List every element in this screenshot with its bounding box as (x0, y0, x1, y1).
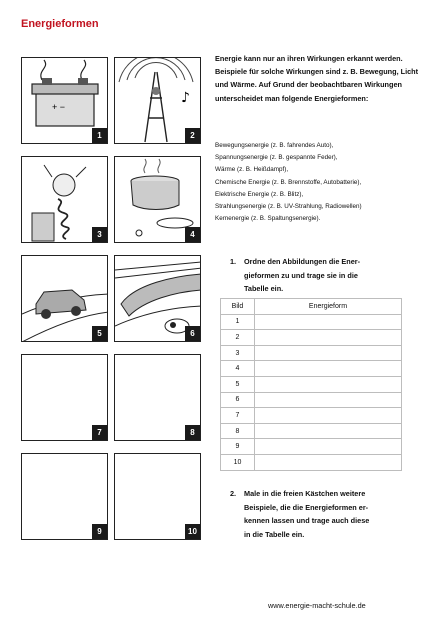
image-box-1 (21, 57, 108, 144)
table-row (221, 392, 402, 408)
svg-text:+ −: + − (52, 102, 66, 112)
table-row (221, 408, 402, 424)
image-box-6 (114, 255, 201, 342)
footer-url[interactable]: www.energie-macht-schule.de (268, 601, 366, 610)
row-number: 8 (221, 423, 255, 439)
task-line: Tabelle ein. (244, 284, 284, 294)
energy-form-item: Spannungsenergie (z. B. gespannte Feder), (215, 154, 338, 162)
answer-cell[interactable] (255, 439, 402, 455)
row-number: 10 (221, 454, 255, 470)
energy-form-item: Kernenergie (z. B. Spaltungsenergie). (215, 215, 321, 223)
table-row (221, 423, 402, 439)
energy-form-item: Elektrische Energie (z. B. Blitz), (215, 190, 304, 198)
task-line: gieformen zu und trage sie in die (244, 270, 358, 280)
row-number: 3 (221, 345, 255, 361)
table-row (221, 376, 402, 392)
row-number: 2 (221, 330, 255, 346)
task-1 (230, 255, 420, 300)
row-number: 7 (221, 408, 255, 424)
task-text (244, 255, 360, 296)
image-number: 8 (185, 425, 200, 440)
table-row (221, 439, 402, 455)
image-number: 7 (92, 425, 107, 440)
energy-form-item: Strahlungsenergie (z. B. UV-Strahlung, Radiowellen) (215, 203, 362, 211)
svg-text:♪: ♪ (181, 90, 190, 106)
answer-cell[interactable] (255, 330, 402, 346)
answer-cell[interactable] (255, 376, 402, 392)
task-line: in die Tabelle ein. (244, 529, 305, 539)
answer-table (220, 298, 402, 471)
column-header-energieform: Energieform (255, 299, 402, 315)
image-number: 1 (92, 128, 107, 143)
answer-cell[interactable] (255, 314, 402, 330)
task-number: 1. (230, 257, 237, 266)
answer-cell[interactable] (255, 454, 402, 470)
image-box-7 (21, 354, 108, 441)
row-number: 5 (221, 376, 255, 392)
table-row (221, 314, 402, 330)
row-number: 4 (221, 361, 255, 377)
image-number: 2 (185, 128, 200, 143)
table-row (221, 454, 402, 470)
task-text (244, 487, 369, 541)
task-2 (230, 487, 420, 545)
image-box-9 (21, 453, 108, 540)
answer-cell[interactable] (255, 345, 402, 361)
energy-form-item: Bewegungsenergie (z. B. fahrendes Auto), (215, 142, 334, 149)
intro-paragraph: Energie kann nur an ihren Wirkungen erkannt werden. Beispiele für solche Wirkungen sind z. B. Bewegung, Licht und Wärme. Auf Grund der beobachtbaren Wirkungen unterscheidet man folgende Energieformen: (215, 54, 419, 103)
table-row (221, 361, 402, 377)
image-number: 9 (92, 524, 107, 539)
row-number: 1 (221, 314, 255, 330)
page-title: Energieformen (21, 18, 99, 30)
row-number: 9 (221, 439, 255, 455)
image-number: 3 (92, 227, 107, 242)
column-header-bild: Bild (221, 299, 255, 315)
answer-cell[interactable] (255, 423, 402, 439)
task-line: kennen lassen und trage auch diese (244, 516, 370, 526)
table-header-row (221, 299, 402, 315)
row-number: 6 (221, 392, 255, 408)
image-box-4 (114, 156, 201, 243)
image-box-8 (114, 354, 201, 441)
energy-forms-list (215, 140, 425, 225)
image-number: 5 (92, 326, 107, 341)
answer-cell[interactable] (255, 361, 402, 377)
image-box-10 (114, 453, 201, 540)
image-box-5 (21, 255, 108, 342)
answer-cell[interactable] (255, 408, 402, 424)
energy-form-item: Wärme (z. B. Heißdampf), (215, 166, 289, 174)
task-number: 2. (230, 489, 237, 498)
energy-form-item: Chemische Energie (z. B. Brennstoffe, Autobatterie), (215, 178, 362, 186)
answer-cell[interactable] (255, 392, 402, 408)
task-line: Ordne den Abbildungen die Ener- (244, 257, 361, 266)
task-line: Male in die freien Kästchen weitere (244, 489, 366, 498)
image-number: 10 (185, 524, 200, 539)
table-row (221, 330, 402, 346)
table-row (221, 345, 402, 361)
intro-text (215, 52, 420, 105)
task-line: Beispiele, die die Energieformen er- (244, 502, 369, 512)
image-box-2 (114, 57, 201, 144)
image-number: 6 (185, 326, 200, 341)
image-box-3 (21, 156, 108, 243)
image-number: 4 (185, 227, 200, 242)
